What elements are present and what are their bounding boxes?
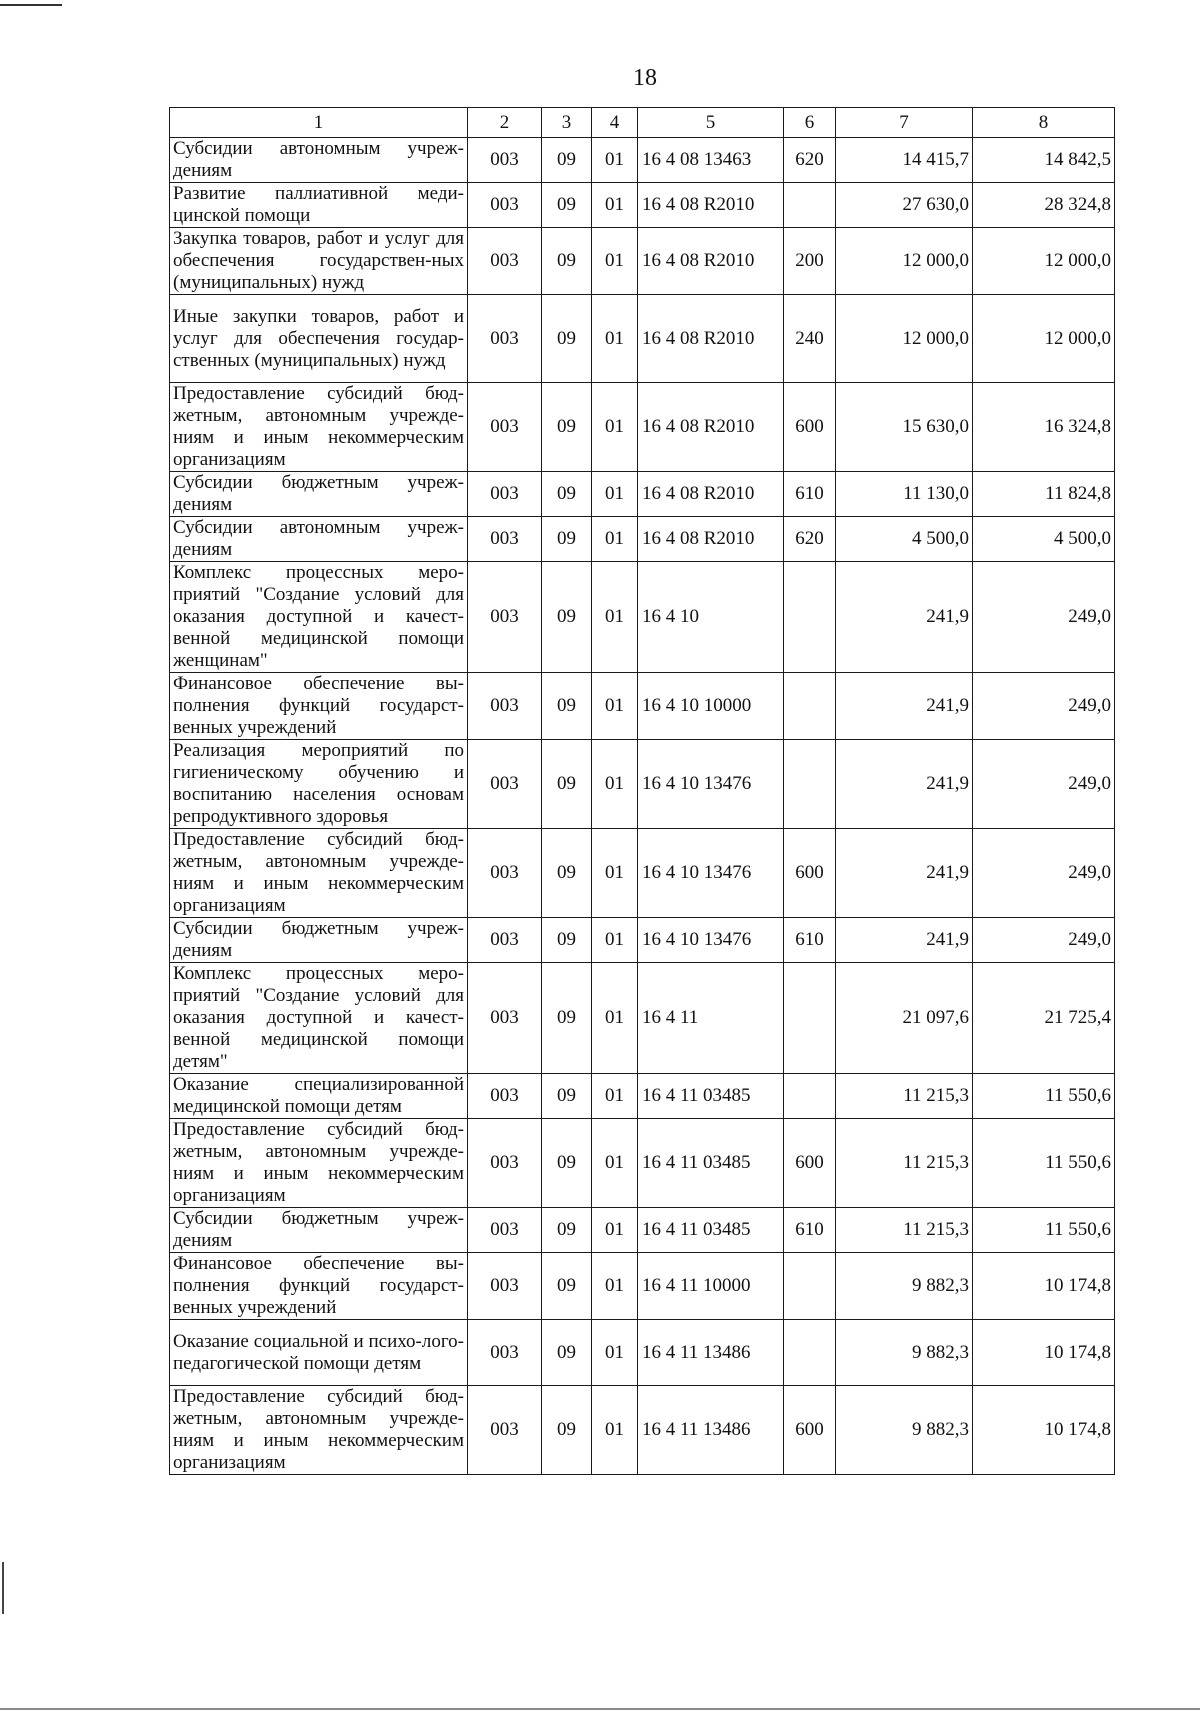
row-amount-year2-cell: 11 824,8	[973, 472, 1115, 517]
row-section-cell: 09	[542, 1074, 592, 1119]
row-ministry-code-cell: 003	[468, 829, 542, 918]
table-row	[170, 562, 1115, 673]
row-ministry-code-cell: 003	[468, 918, 542, 963]
row-target-article-cell: 16 4 10 10000	[638, 673, 784, 740]
row-name-cell: Закупка товаров, работ и услуг для обеспечения государствен-ных (муниципальных) нужд	[170, 228, 468, 295]
row-amount-year2-cell: 249,0	[973, 918, 1115, 963]
row-target-article-cell: 16 4 11 03485	[638, 1119, 784, 1208]
row-name-cell: Субсидии автономным учреж-дениям	[170, 517, 468, 562]
row-subsection-cell: 01	[592, 673, 638, 740]
row-target-article-cell: 16 4 11 03485	[638, 1208, 784, 1253]
row-section-cell: 09	[542, 1119, 592, 1208]
row-ministry-code-cell: 003	[468, 228, 542, 295]
row-amount-year1-cell: 9 882,3	[836, 1320, 973, 1386]
row-name-cell: Субсидии бюджетным учреж-дениям	[170, 472, 468, 517]
row-ministry-code-cell: 003	[468, 1208, 542, 1253]
header-col-6: 6	[784, 108, 836, 138]
row-expense-type-cell: 240	[784, 295, 836, 383]
row-section-cell: 09	[542, 228, 592, 295]
budget-table	[169, 107, 1115, 1475]
row-amount-year1-cell: 21 097,6	[836, 963, 973, 1074]
row-target-article-cell: 16 4 08 R2010	[638, 183, 784, 228]
row-expense-type-cell	[784, 740, 836, 829]
row-section-cell: 09	[542, 138, 592, 183]
row-name-cell: Предоставление субсидий бюд-жетным, автономным учрежде-ниям и иным некоммерческим организациям	[170, 1119, 468, 1208]
row-ministry-code-cell: 003	[468, 1386, 542, 1475]
row-amount-year2-cell: 249,0	[973, 562, 1115, 673]
row-target-article-cell: 16 4 11	[638, 963, 784, 1074]
row-ministry-code-cell: 003	[468, 1320, 542, 1386]
row-expense-type-cell: 600	[784, 383, 836, 472]
row-name-cell: Субсидии бюджетным учреж-дениям	[170, 1208, 468, 1253]
table-row	[170, 1119, 1115, 1208]
row-amount-year1-cell: 4 500,0	[836, 517, 973, 562]
row-amount-year2-cell: 249,0	[973, 829, 1115, 918]
row-amount-year1-cell: 14 415,7	[836, 138, 973, 183]
row-section-cell: 09	[542, 1386, 592, 1475]
row-amount-year1-cell: 9 882,3	[836, 1253, 973, 1320]
table-body	[170, 138, 1115, 1475]
row-amount-year1-cell: 241,9	[836, 740, 973, 829]
row-expense-type-cell: 610	[784, 918, 836, 963]
header-col-2: 2	[468, 108, 542, 138]
header-col-3: 3	[542, 108, 592, 138]
row-subsection-cell: 01	[592, 1074, 638, 1119]
table-row	[170, 295, 1115, 383]
row-amount-year2-cell: 249,0	[973, 740, 1115, 829]
row-expense-type-cell: 610	[784, 472, 836, 517]
row-section-cell: 09	[542, 295, 592, 383]
row-target-article-cell: 16 4 11 13486	[638, 1320, 784, 1386]
table-row	[170, 673, 1115, 740]
row-amount-year2-cell: 11 550,6	[973, 1208, 1115, 1253]
row-expense-type-cell: 600	[784, 1386, 836, 1475]
table-row	[170, 228, 1115, 295]
row-expense-type-cell: 200	[784, 228, 836, 295]
row-ministry-code-cell: 003	[468, 740, 542, 829]
row-subsection-cell: 01	[592, 1320, 638, 1386]
header-col-8: 8	[973, 108, 1115, 138]
row-subsection-cell: 01	[592, 472, 638, 517]
row-target-article-cell: 16 4 08 R2010	[638, 295, 784, 383]
row-name-cell: Финансовое обеспечение вы-полнения функций государст-венных учреждений	[170, 673, 468, 740]
row-amount-year2-cell: 16 324,8	[973, 383, 1115, 472]
row-amount-year2-cell: 10 174,8	[973, 1386, 1115, 1475]
row-section-cell: 09	[542, 963, 592, 1074]
row-amount-year2-cell: 11 550,6	[973, 1119, 1115, 1208]
row-amount-year2-cell: 11 550,6	[973, 1074, 1115, 1119]
row-expense-type-cell: 600	[784, 1119, 836, 1208]
row-name-cell: Развитие паллиативной меди-цинской помощи	[170, 183, 468, 228]
row-name-cell: Субсидии бюджетным учреж-дениям	[170, 918, 468, 963]
row-subsection-cell: 01	[592, 829, 638, 918]
row-amount-year2-cell: 21 725,4	[973, 963, 1115, 1074]
row-target-article-cell: 16 4 08 R2010	[638, 517, 784, 562]
row-amount-year1-cell: 11 215,3	[836, 1208, 973, 1253]
row-subsection-cell: 01	[592, 517, 638, 562]
row-target-article-cell: 16 4 08 R2010	[638, 472, 784, 517]
row-expense-type-cell	[784, 183, 836, 228]
row-subsection-cell: 01	[592, 383, 638, 472]
row-ministry-code-cell: 003	[468, 562, 542, 673]
scan-edge-mark-bottom	[0, 1708, 1200, 1710]
table-row	[170, 383, 1115, 472]
row-subsection-cell: 01	[592, 295, 638, 383]
page-number: 18	[633, 65, 657, 91]
table-row	[170, 1253, 1115, 1320]
row-subsection-cell: 01	[592, 183, 638, 228]
row-name-cell: Предоставление субсидий бюд-жетным, автономным учрежде-ниям и иным некоммерческим организациям	[170, 829, 468, 918]
row-name-cell: Субсидии автономным учреж-дениям	[170, 138, 468, 183]
row-target-article-cell: 16 4 08 13463	[638, 138, 784, 183]
row-subsection-cell: 01	[592, 138, 638, 183]
row-subsection-cell: 01	[592, 963, 638, 1074]
table-row	[170, 183, 1115, 228]
row-ministry-code-cell: 003	[468, 295, 542, 383]
row-name-cell: Предоставление субсидий бюд-жетным, автономным учрежде-ниям и иным некоммерческим организациям	[170, 383, 468, 472]
row-name-cell: Комплекс процессных меро-приятий "Создание условий для оказания доступной и качест-венной медицинской помощи женщинам"	[170, 562, 468, 673]
row-amount-year2-cell: 12 000,0	[973, 228, 1115, 295]
table-row	[170, 740, 1115, 829]
row-expense-type-cell: 620	[784, 517, 836, 562]
table-row	[170, 963, 1115, 1074]
row-name-cell: Оказание специализированной медицинской помощи детям	[170, 1074, 468, 1119]
row-section-cell: 09	[542, 673, 592, 740]
row-ministry-code-cell: 003	[468, 517, 542, 562]
row-section-cell: 09	[542, 1320, 592, 1386]
row-target-article-cell: 16 4 10 13476	[638, 740, 784, 829]
row-target-article-cell: 16 4 08 R2010	[638, 383, 784, 472]
header-col-5: 5	[638, 108, 784, 138]
row-subsection-cell: 01	[592, 1208, 638, 1253]
row-amount-year1-cell: 241,9	[836, 673, 973, 740]
row-name-cell: Оказание социальной и психо-лого-педагогической помощи детям	[170, 1320, 468, 1386]
row-amount-year2-cell: 28 324,8	[973, 183, 1115, 228]
row-subsection-cell: 01	[592, 562, 638, 673]
table-row	[170, 829, 1115, 918]
row-amount-year2-cell: 12 000,0	[973, 295, 1115, 383]
row-target-article-cell: 16 4 10 13476	[638, 918, 784, 963]
row-expense-type-cell	[784, 1074, 836, 1119]
row-target-article-cell: 16 4 11 13486	[638, 1386, 784, 1475]
row-subsection-cell: 01	[592, 1386, 638, 1475]
row-target-article-cell: 16 4 10	[638, 562, 784, 673]
table-row	[170, 918, 1115, 963]
row-amount-year1-cell: 241,9	[836, 829, 973, 918]
row-target-article-cell: 16 4 11 03485	[638, 1074, 784, 1119]
table-row	[170, 1320, 1115, 1386]
row-amount-year2-cell: 14 842,5	[973, 138, 1115, 183]
row-expense-type-cell	[784, 1253, 836, 1320]
row-section-cell: 09	[542, 562, 592, 673]
row-amount-year2-cell: 249,0	[973, 673, 1115, 740]
row-ministry-code-cell: 003	[468, 963, 542, 1074]
table-row	[170, 1208, 1115, 1253]
row-expense-type-cell	[784, 1320, 836, 1386]
row-section-cell: 09	[542, 472, 592, 517]
row-name-cell: Иные закупки товаров, работ и услуг для обеспечения государ-ственных (муниципальных) нужд	[170, 295, 468, 383]
row-section-cell: 09	[542, 183, 592, 228]
row-name-cell: Реализация мероприятий по гигиеническому обучению и воспитанию населения основам репродуктивного здоровья	[170, 740, 468, 829]
row-expense-type-cell	[784, 963, 836, 1074]
header-col-4: 4	[592, 108, 638, 138]
row-expense-type-cell: 600	[784, 829, 836, 918]
row-ministry-code-cell: 003	[468, 1119, 542, 1208]
row-subsection-cell: 01	[592, 740, 638, 829]
row-subsection-cell: 01	[592, 1119, 638, 1208]
row-amount-year1-cell: 11 215,3	[836, 1119, 973, 1208]
row-target-article-cell: 16 4 11 10000	[638, 1253, 784, 1320]
row-expense-type-cell: 610	[784, 1208, 836, 1253]
row-subsection-cell: 01	[592, 918, 638, 963]
row-section-cell: 09	[542, 829, 592, 918]
row-ministry-code-cell: 003	[468, 183, 542, 228]
row-amount-year2-cell: 10 174,8	[973, 1253, 1115, 1320]
row-amount-year1-cell: 11 130,0	[836, 472, 973, 517]
table-row	[170, 138, 1115, 183]
row-ministry-code-cell: 003	[468, 673, 542, 740]
row-section-cell: 09	[542, 1253, 592, 1320]
row-section-cell: 09	[542, 1208, 592, 1253]
table-header-row	[170, 108, 1115, 138]
row-amount-year1-cell: 12 000,0	[836, 295, 973, 383]
row-amount-year1-cell: 15 630,0	[836, 383, 973, 472]
row-amount-year1-cell: 12 000,0	[836, 228, 973, 295]
header-col-7: 7	[836, 108, 973, 138]
header-col-1: 1	[170, 108, 468, 138]
table-row	[170, 1074, 1115, 1119]
row-ministry-code-cell: 003	[468, 1074, 542, 1119]
table-row	[170, 1386, 1115, 1475]
row-target-article-cell: 16 4 08 R2010	[638, 228, 784, 295]
row-expense-type-cell	[784, 562, 836, 673]
row-name-cell: Финансовое обеспечение вы-полнения функций государст-венных учреждений	[170, 1253, 468, 1320]
row-ministry-code-cell: 003	[468, 138, 542, 183]
row-subsection-cell: 01	[592, 1253, 638, 1320]
row-section-cell: 09	[542, 383, 592, 472]
table-row	[170, 517, 1115, 562]
row-name-cell: Предоставление субсидий бюд-жетным, автономным учрежде-ниям и иным некоммерческим организациям	[170, 1386, 468, 1475]
table-row	[170, 472, 1115, 517]
row-amount-year1-cell: 11 215,3	[836, 1074, 973, 1119]
row-ministry-code-cell: 003	[468, 472, 542, 517]
row-expense-type-cell	[784, 673, 836, 740]
row-ministry-code-cell: 003	[468, 1253, 542, 1320]
row-amount-year1-cell: 9 882,3	[836, 1386, 973, 1475]
scan-edge-mark-top	[0, 4, 62, 6]
row-name-cell: Комплекс процессных меро-приятий "Создание условий для оказания доступной и качест-венной медицинской помощи детям"	[170, 963, 468, 1074]
row-amount-year2-cell: 10 174,8	[973, 1320, 1115, 1386]
row-amount-year1-cell: 241,9	[836, 562, 973, 673]
row-amount-year1-cell: 27 630,0	[836, 183, 973, 228]
row-amount-year2-cell: 4 500,0	[973, 517, 1115, 562]
row-expense-type-cell: 620	[784, 138, 836, 183]
row-amount-year1-cell: 241,9	[836, 918, 973, 963]
row-subsection-cell: 01	[592, 228, 638, 295]
row-target-article-cell: 16 4 10 13476	[638, 829, 784, 918]
row-section-cell: 09	[542, 918, 592, 963]
row-ministry-code-cell: 003	[468, 383, 542, 472]
row-section-cell: 09	[542, 740, 592, 829]
row-section-cell: 09	[542, 517, 592, 562]
scan-edge-mark-left	[2, 1562, 4, 1614]
